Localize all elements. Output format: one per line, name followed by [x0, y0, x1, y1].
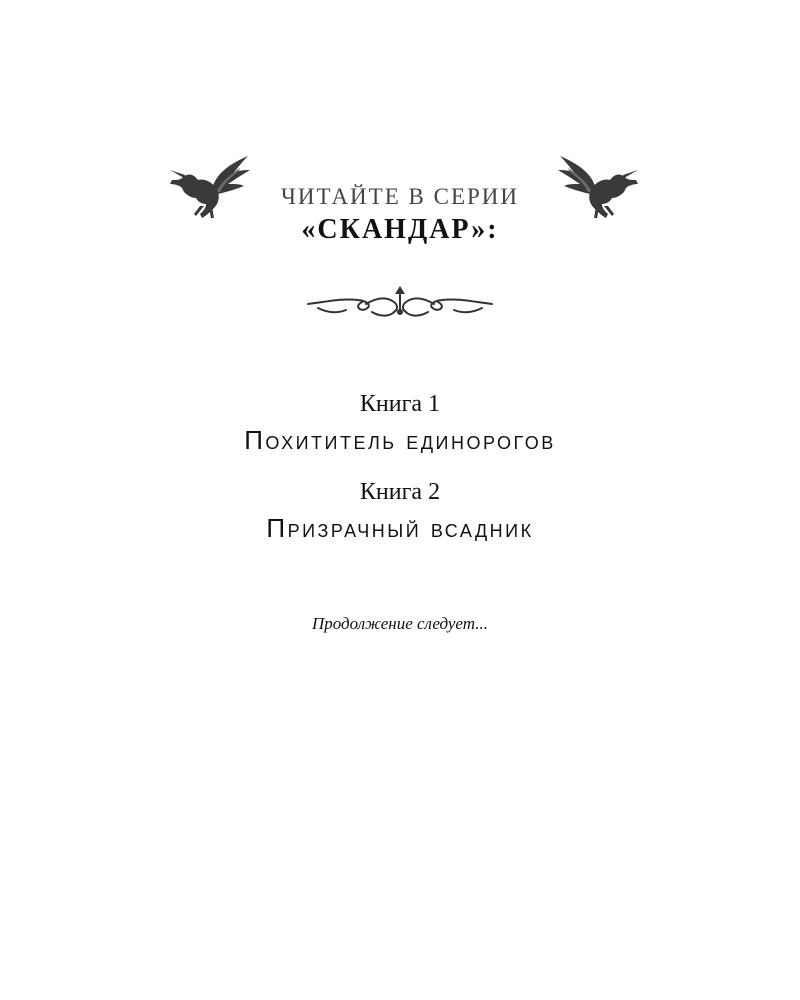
- to-be-continued: Продолжение следует...: [312, 614, 488, 633]
- series-header: [0, 150, 800, 260]
- book-1-number: Книга 1: [359, 391, 441, 417]
- book-1-title: Похититель единорогов: [244, 425, 556, 455]
- series-name: «СКАНДАР»:: [301, 214, 499, 245]
- flourish-divider-icon: [306, 282, 494, 328]
- winged-unicorn-icon: [556, 150, 640, 220]
- book-2-number: Книга 2: [359, 479, 441, 505]
- series-heading: ЧИТАЙТЕ В СЕРИИ: [280, 184, 520, 209]
- book-2-title: Призрачный всадник: [266, 513, 534, 543]
